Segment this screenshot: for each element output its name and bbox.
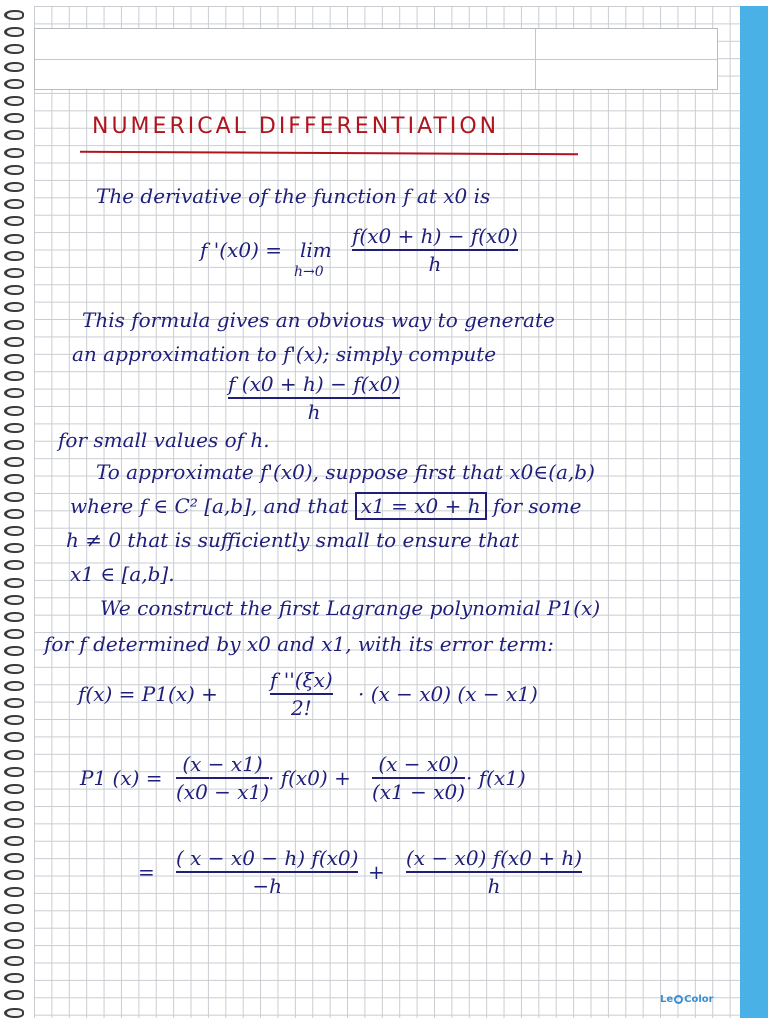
text-line-7: To approximate f'(x0), suppose first that x0∈(a,b) xyxy=(96,460,595,484)
spiral-ring xyxy=(4,629,24,639)
text-line-11: We construct the first Lagrange polynomial P1(x) xyxy=(100,596,601,620)
spiral-ring xyxy=(4,320,24,330)
final-numerator-2: (x − x0) f(x0 + h) xyxy=(406,846,583,870)
spiral-ring xyxy=(4,251,24,261)
brand-logo xyxy=(660,994,714,1005)
text-line-3: This formula gives an obvious way to generate xyxy=(82,308,555,332)
final-plus: + xyxy=(368,860,385,884)
final-denominator-2: h xyxy=(487,874,501,898)
spiral-ring xyxy=(4,612,24,622)
spiral-ring xyxy=(4,388,24,398)
deriv-lim: lim xyxy=(300,238,332,262)
deriv-lhs: f '(x0) = xyxy=(200,238,282,262)
spiral-ring xyxy=(4,836,24,846)
spiral-ring xyxy=(4,646,24,656)
compute-numerator: f (x0 + h) − f(x0) xyxy=(228,372,401,396)
spiral-ring xyxy=(4,79,24,89)
spiral-ring xyxy=(4,10,24,20)
spiral-ring xyxy=(4,956,24,966)
error-numerator: f ''(ξx) xyxy=(270,668,333,692)
poly-numerator-2: (x − x0) xyxy=(378,752,459,776)
spiral-ring xyxy=(4,578,24,588)
logo-ring-icon xyxy=(674,995,683,1004)
spiral-ring xyxy=(4,268,24,278)
deriv-denominator: h xyxy=(428,252,442,276)
spiral-ring xyxy=(4,887,24,897)
spiral-ring xyxy=(4,595,24,605)
spiral-ring xyxy=(4,165,24,175)
spiral-ring xyxy=(4,767,24,777)
text-line-12: for f determined by x0 and x1, with its error term: xyxy=(44,632,554,656)
header-rule xyxy=(35,59,717,60)
poly-lhs: P1 (x) = xyxy=(80,766,163,790)
poly-fraction-1 xyxy=(176,752,269,804)
spiral-binding xyxy=(0,0,34,1024)
boxed-expression: x1 = x0 + h xyxy=(355,492,487,520)
deriv-fraction xyxy=(352,224,518,276)
spiral-ring xyxy=(4,784,24,794)
spiral-ring xyxy=(4,302,24,312)
fraction-bar xyxy=(270,693,333,695)
final-denominator-1: −h xyxy=(252,874,283,898)
final-equals: = xyxy=(138,860,155,884)
logo-text-start: Le xyxy=(660,994,674,1005)
compute-denominator: h xyxy=(307,400,321,424)
spiral-ring xyxy=(4,922,24,932)
text-line-8 xyxy=(70,494,581,518)
poly-denominator-2: (x1 − x0) xyxy=(372,780,466,804)
spiral-ring xyxy=(4,509,24,519)
spiral-ring xyxy=(4,526,24,536)
spiral-ring xyxy=(4,285,24,295)
spiral-ring xyxy=(4,698,24,708)
spiral-ring xyxy=(4,406,24,416)
spiral-ring xyxy=(4,543,24,553)
fraction-bar xyxy=(228,397,400,399)
text-line-8-end: for some xyxy=(493,494,582,518)
spiral-ring xyxy=(4,130,24,140)
fraction-bar xyxy=(176,871,358,873)
poly-middle: · f(x0) + xyxy=(268,766,351,790)
spiral-ring xyxy=(4,990,24,1000)
spiral-ring xyxy=(4,732,24,742)
error-lhs: f(x) = P1(x) + xyxy=(78,682,218,706)
error-tail: · (x − x0) (x − x1) xyxy=(358,682,538,706)
spiral-ring xyxy=(4,853,24,863)
spiral-ring xyxy=(4,96,24,106)
spiral-ring xyxy=(4,199,24,209)
compute-fraction xyxy=(228,372,400,424)
spiral-ring xyxy=(4,234,24,244)
fraction-bar xyxy=(372,777,465,779)
spiral-ring xyxy=(4,801,24,811)
spiral-ring xyxy=(4,818,24,828)
fraction-bar xyxy=(406,871,582,873)
final-numerator-1: ( x − x0 − h) f(x0) xyxy=(176,846,359,870)
poly-tail: · f(x1) xyxy=(466,766,526,790)
spiral-ring xyxy=(4,664,24,674)
spiral-ring xyxy=(4,474,24,484)
text-line-6: for small values of h. xyxy=(58,428,270,452)
text-line-10: x1 ∈ [a,b]. xyxy=(70,562,175,586)
spiral-ring xyxy=(4,560,24,570)
spiral-ring xyxy=(4,182,24,192)
spiral-ring xyxy=(4,1008,24,1018)
error-fraction xyxy=(270,668,333,720)
spiral-ring xyxy=(4,904,24,914)
text-line-9: h ≠ 0 that is sufficiently small to ensure that xyxy=(66,528,520,552)
spiral-ring xyxy=(4,750,24,760)
error-denominator: 2! xyxy=(290,696,312,720)
text-line-4: an approximation to f'(x); simply compute xyxy=(72,342,497,366)
header-divider xyxy=(535,29,536,89)
fraction-bar xyxy=(176,777,269,779)
spiral-ring xyxy=(4,939,24,949)
spiral-ring xyxy=(4,440,24,450)
spiral-ring xyxy=(4,27,24,37)
spiral-ring xyxy=(4,62,24,72)
page-title: NUMERICAL DIFFERENTIATION xyxy=(92,114,500,139)
spiral-ring xyxy=(4,870,24,880)
fraction-bar xyxy=(352,249,518,251)
spiral-ring xyxy=(4,715,24,725)
logo-text-end: Color xyxy=(684,994,714,1005)
spiral-ring xyxy=(4,113,24,123)
final-fraction-1 xyxy=(176,846,358,898)
spiral-ring xyxy=(4,423,24,433)
spiral-ring xyxy=(4,371,24,381)
spiral-ring xyxy=(4,148,24,158)
poly-fraction-2 xyxy=(372,752,465,804)
poly-denominator-1: (x0 − x1) xyxy=(176,780,270,804)
spiral-ring xyxy=(4,44,24,54)
text-line-8-start: where f ∈ C² [a,b], and that xyxy=(70,494,349,518)
text-line-1: The derivative of the function f at x0 is xyxy=(96,184,491,208)
spiral-ring xyxy=(4,457,24,467)
spiral-ring xyxy=(4,492,24,502)
spiral-ring xyxy=(4,973,24,983)
spiral-ring xyxy=(4,337,24,347)
poly-numerator-1: (x − x1) xyxy=(182,752,263,776)
final-fraction-2 xyxy=(406,846,582,898)
spiral-ring xyxy=(4,681,24,691)
deriv-lim-sub: h→0 xyxy=(294,264,324,280)
spiral-ring xyxy=(4,216,24,226)
header-box xyxy=(34,28,718,90)
spiral-ring xyxy=(4,354,24,364)
notebook-edge xyxy=(740,6,768,1018)
deriv-numerator: f(x0 + h) − f(x0) xyxy=(352,224,518,248)
